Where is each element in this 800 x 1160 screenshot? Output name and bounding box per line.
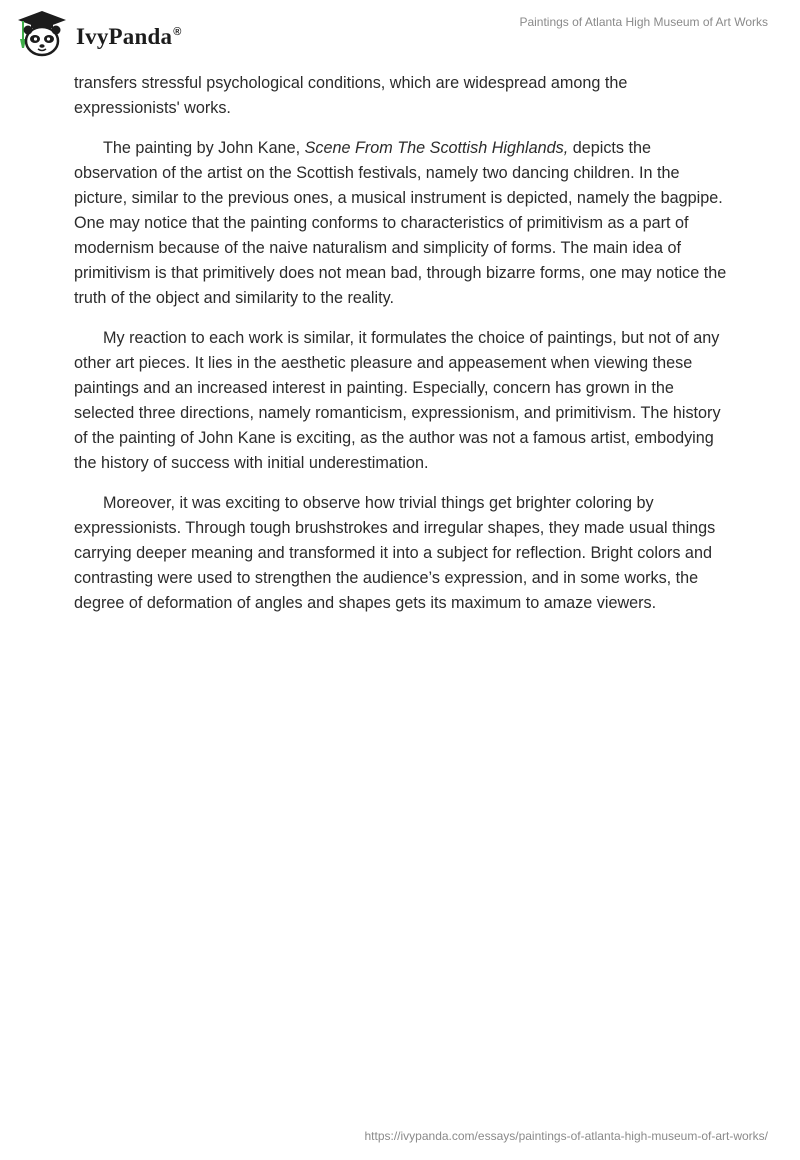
paragraph-3: My reaction to each work is similar, it formulates the choice of paintings, but not of any other art pieces. It lies in the aesthetic pleasure and appeasement when viewing these paintings and an increased interest in painting. Especially, concern has grown in the selected three directions, namely romanticism, expressionism, and primitivism. The history of the painting of John Kane is exciting, as the author was not a famous artist, embodying the history of success with initial underestimation. bbox=[74, 329, 721, 472]
running-title: Paintings of Atlanta High Museum of Art Works bbox=[519, 15, 768, 29]
paragraph-1: transfers stressful psychological conditions, which are widespread among the expressionists' works. bbox=[74, 74, 628, 117]
essay-body bbox=[74, 71, 734, 631]
paragraph-2: The painting by John Kane, Scene From The Scottish Highlands, depicts the observation of the artist on the Scottish festivals, namely two dancing children. In the picture, similar to the previous ones, a musical instrument is depicted, namely the bagpipe. One may notice that the painting conforms to characteristics of primitivism as a part of modernism because of the naive naturalism and simplicity of forms. The main idea of primitivism is that primitively does not mean bad, through bizarre forms, one may notice the truth of the object and similarity to the reality. bbox=[74, 139, 727, 307]
panda-graduate-icon bbox=[14, 8, 70, 58]
ivypanda-logo[interactable] bbox=[14, 8, 182, 58]
source-url-link[interactable]: https://ivypanda.com/essays/paintings-of-atlanta-high-museum-of-art-works/ bbox=[364, 1129, 768, 1143]
logo-wordmark: IvyPanda® bbox=[76, 23, 182, 49]
painting-title: Scene From The Scottish Highlands, bbox=[304, 139, 569, 157]
paragraph-4: Moreover, it was exciting to observe how trivial things get brighter coloring by expressionists. Through tough brushstrokes and irregular shapes, they made usual things carrying deeper meaning and transformed it into a subject for reflection. Bright colors and contrasting were used to strengthen the audience’s expression, and in some works, the degree of deformation of angles and shapes gets its maximum to amaze viewers. bbox=[74, 494, 716, 612]
page-header bbox=[0, 0, 800, 64]
